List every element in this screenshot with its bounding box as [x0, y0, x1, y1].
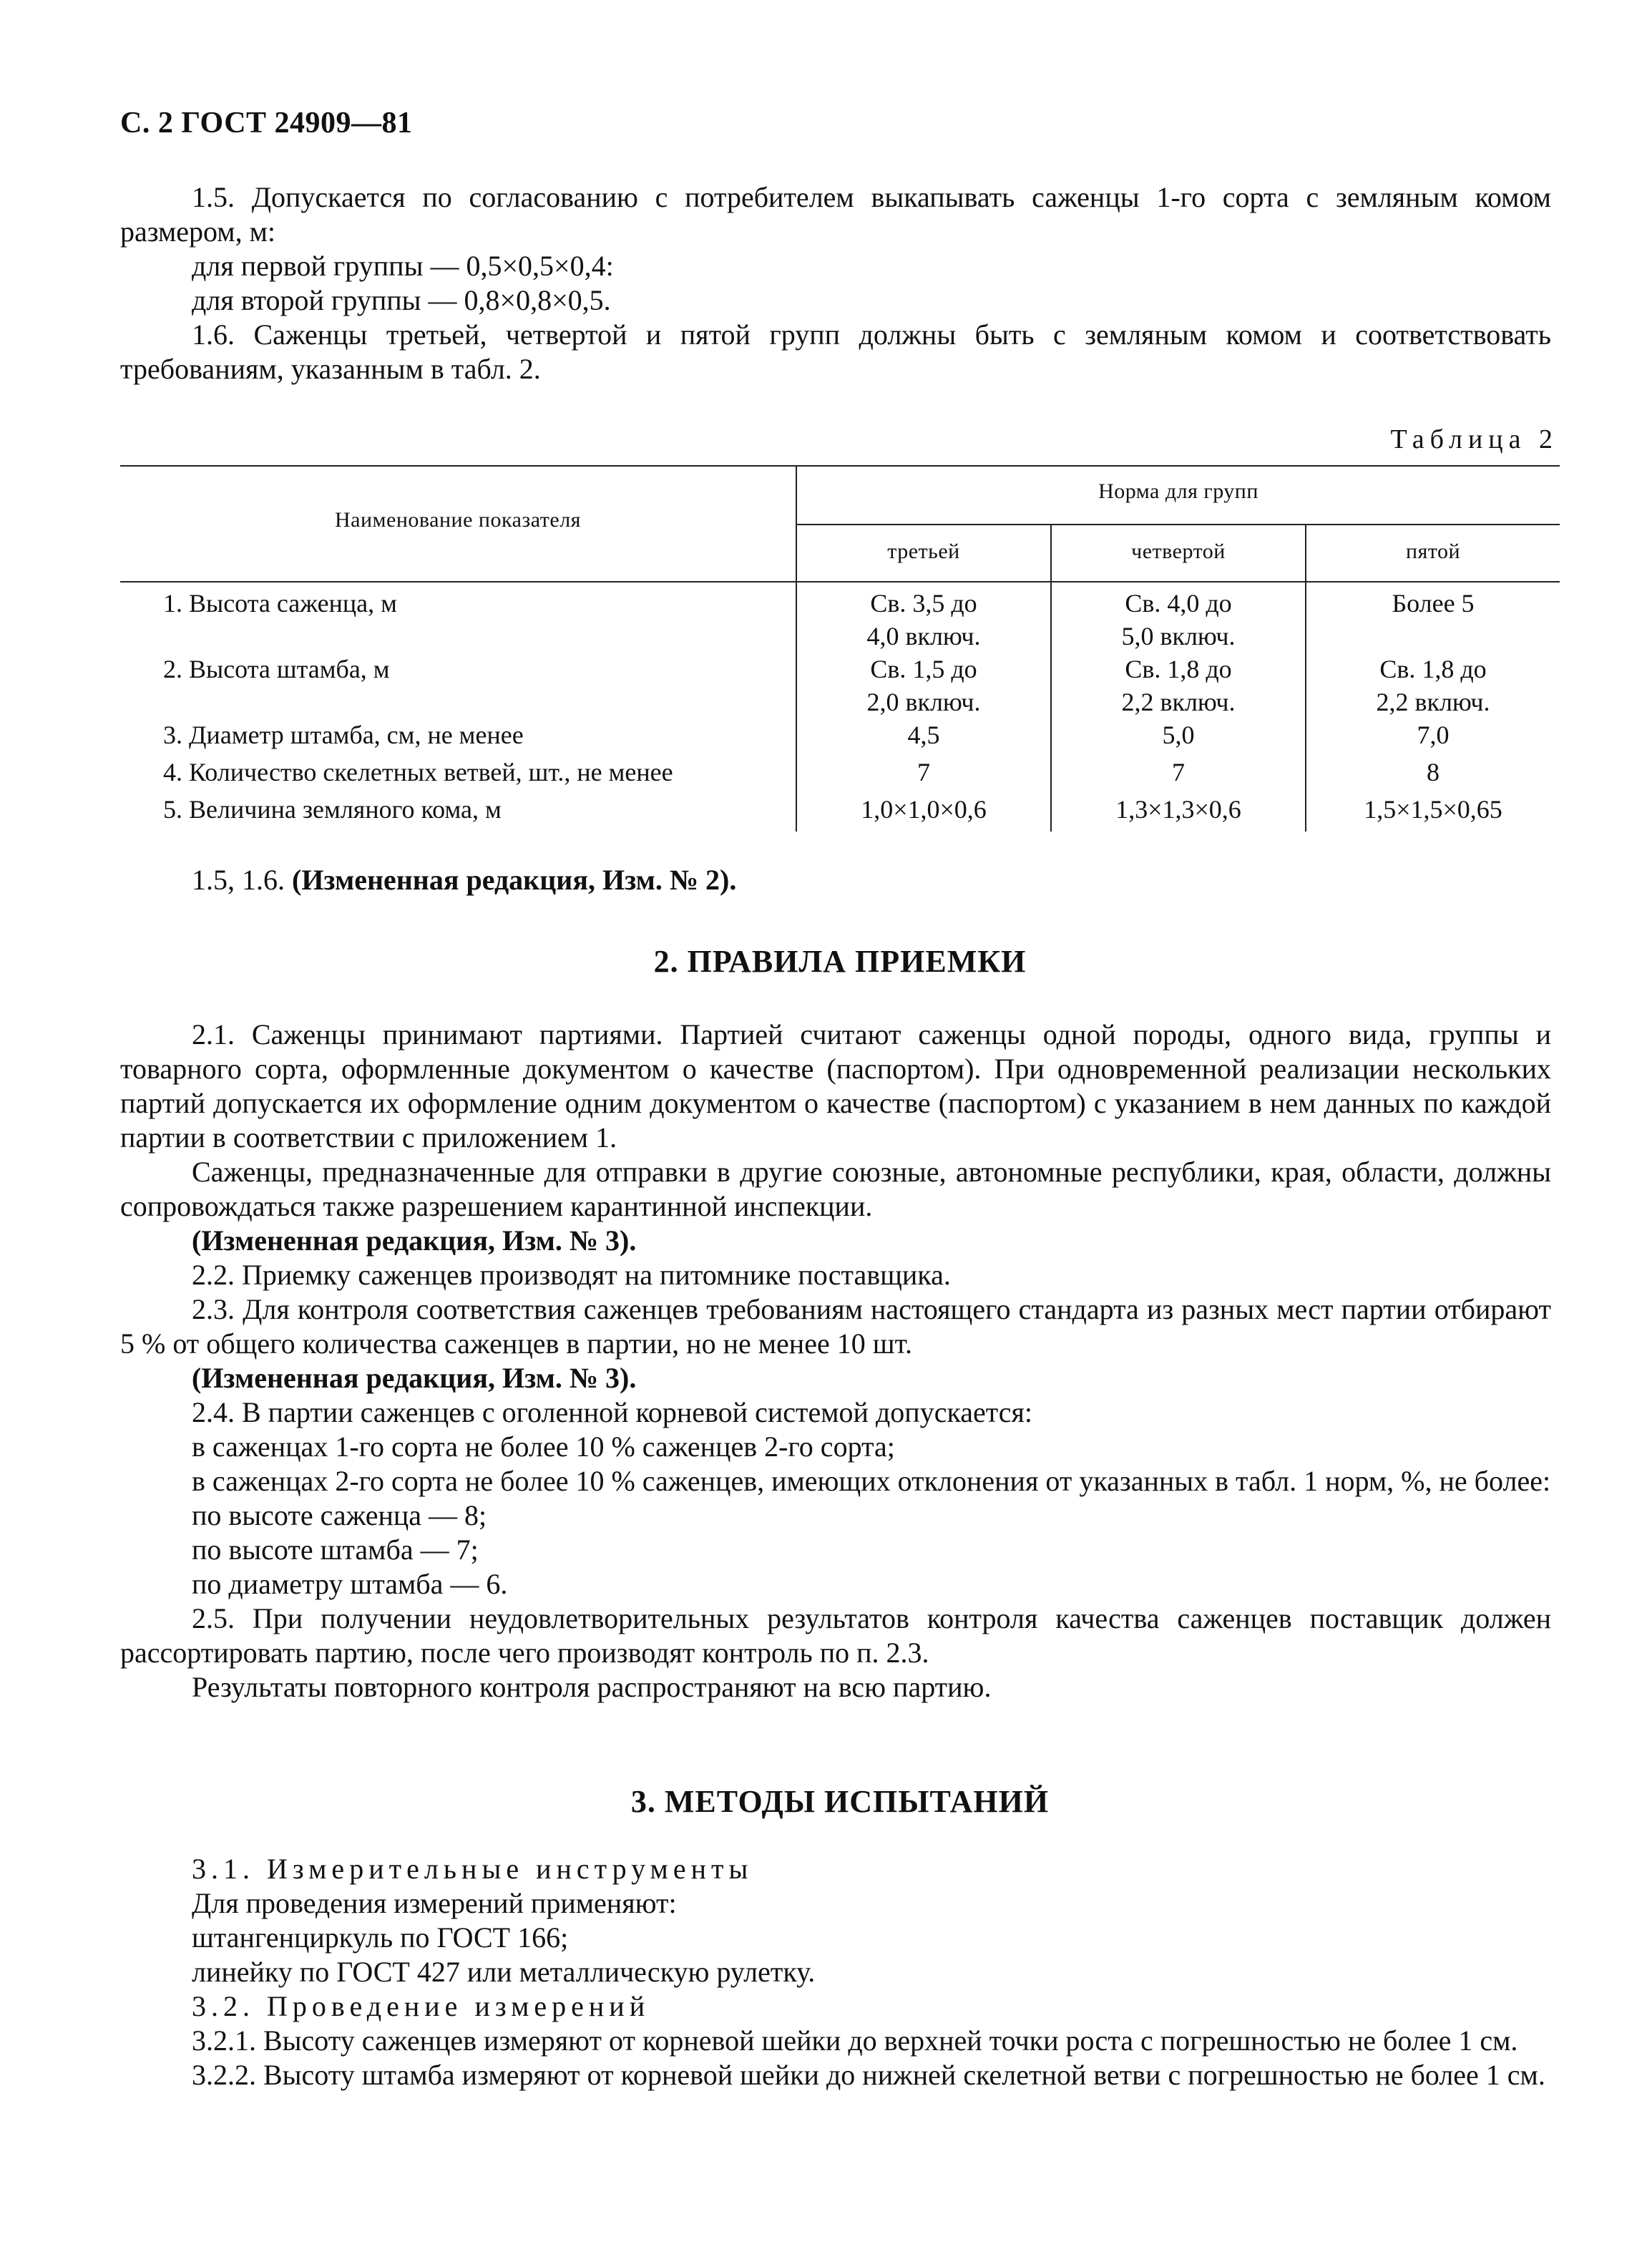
table-row-4-fourth: 7 — [1172, 758, 1185, 786]
cell-line: 2,2 включ. — [1121, 688, 1236, 716]
cell-line: Св. 1,8 до — [1379, 655, 1487, 683]
table-row-5-third: 1,0×1,0×0,6 — [861, 795, 987, 824]
paragraph-3-2: 3.2. Проведение измерений — [192, 1990, 650, 2022]
paragraph-2-4-d: по высоте штамба — 7; — [192, 1534, 479, 1566]
table-row-1-fifth — [1306, 587, 1560, 620]
amendment-note-1 — [120, 863, 1551, 897]
table-row-5-fifth: 1,5×1,5×0,65 — [1364, 795, 1502, 824]
table-2 — [120, 465, 1560, 837]
paragraph-1-5-group1: для первой группы — 0,5×0,5×0,4: — [192, 250, 614, 282]
cell-line: Св. 4,0 до — [1125, 589, 1232, 618]
table-row-4-third: 7 — [917, 758, 930, 786]
paragraph-1-5-group2: для второй группы — 0,8×0,8×0,5. — [192, 284, 611, 316]
paragraph-3-2-1: 3.2.1. Высоту саженцев измеряют от корневой шейки до верхней точки роста с погрешностью не более 1 см. — [192, 2024, 1518, 2057]
table-header-bottom-rule — [120, 581, 1560, 582]
paragraph-3-1-b: штангенциркуль по ГОСТ 166; — [192, 1921, 569, 1954]
table-subheader-rule — [796, 524, 1560, 525]
amendment-note-3: (Измененная редакция, Изм. № 3). — [192, 1362, 637, 1394]
amendment-bold: (Измененная редакция, Изм. № 2). — [292, 864, 737, 896]
cell-line: 5,0 включ. — [1121, 622, 1236, 650]
section-3-title: 3. МЕТОДЫ ИСПЫТАНИЙ — [630, 1784, 1050, 1819]
table-header-name: Наименование показателя — [335, 508, 581, 532]
table-header-norm: Норма для групп — [1098, 479, 1258, 503]
table-header-col-third: третьей — [887, 540, 960, 563]
table-caption: Таблица 2 — [1390, 424, 1558, 454]
cell-line: Св. 1,5 до — [870, 655, 977, 683]
cell-line: Св. 1,8 до — [1125, 655, 1232, 683]
table-row-2-fourth — [1052, 653, 1305, 718]
table-header-col-fifth: пятой — [1405, 540, 1461, 563]
page-header: С. 2 ГОСТ 24909—81 — [120, 107, 413, 140]
paragraph-2-1-b: Саженцы, предназначенные для отправки в другие союзные, автономные республики, края, области, должны сопровождаться также разрешением карантинной инспекции. — [120, 1156, 1551, 1222]
paragraph-2-1: 2.1. Саженцы принимают партиями. Партией считают саженцы одной породы, одного вида, группы и товарного сорта, оформленные документом о качестве (паспортом). При одновременной реализации нескольких партий допускается их оформление одним документом о качестве (паспортом) с указанием в нем данных по каждой партии в соответствии с приложением 1. — [120, 1018, 1551, 1154]
paragraph-2-4-a: в саженцах 1-го сорта не более 10 % саженцев 2-го сорта; — [192, 1430, 895, 1463]
paragraph-2-4-c: по высоте саженца — 8; — [192, 1499, 487, 1531]
paragraph-2-2: 2.2. Приемку саженцев производят на питомнике поставщика. — [192, 1259, 951, 1291]
amendment-note-2: (Измененная редакция, Изм. № 3). — [192, 1224, 637, 1257]
paragraph-3-1: 3.1. Измерительные инструменты — [192, 1853, 753, 1885]
top-paragraphs — [120, 180, 1551, 386]
paragraph-3-1-c: линейку по ГОСТ 427 или металлическую рулетку. — [192, 1956, 816, 1988]
table-header-col-fourth: четвертой — [1131, 540, 1226, 563]
table-row-1-third — [797, 587, 1050, 653]
section-2-body — [120, 1018, 1551, 1705]
paragraph-2-4-e: по диаметру штамба — 6. — [192, 1568, 508, 1600]
paragraph-1-5: 1.5. Допускается по согласованию с потребителем выкапывать саженцы 1-го сорта с земляным комом размером, м: — [120, 181, 1551, 248]
paragraph-2-5-b: Результаты повторного контроля распространяют на всю партию. — [192, 1671, 992, 1703]
paragraph-2-4: 2.4. В партии саженцев с оголенной корневой системой допускается: — [192, 1396, 1033, 1428]
paragraph-2-4-b: в саженцах 2-го сорта не более 10 % саженцев, имеющих отклонения от указанных в табл. 1 норм, %, не более: — [192, 1465, 1551, 1497]
table-row-5-fourth: 1,3×1,3×0,6 — [1115, 795, 1241, 824]
table-row-1-name: 1. Высота саженца, м — [163, 589, 397, 618]
paragraph-1-6: 1.6. Саженцы третьей, четвертой и пятой групп должны быть с земляным комом и соответствовать требованиям, указанным в табл. 2. — [120, 318, 1551, 385]
table-row-3-name: 3. Диаметр штамба, см, не менее — [163, 721, 524, 749]
section-3-body — [120, 1852, 1551, 2092]
paragraph-3-1-a: Для проведения измерений применяют: — [192, 1887, 677, 1919]
paragraph-3-2-2: 3.2.2. Высоту штамба измеряют от корневой шейки до нижней скелетной ветви с погрешностью не более 1 см. — [192, 2059, 1545, 2091]
table-row-4-name: 4. Количество скелетных ветвей, шт., не менее — [163, 758, 673, 786]
table-row-3-third: 4,5 — [907, 721, 940, 749]
cell-line: Более 5 — [1392, 589, 1475, 618]
cell-line: 4,0 включ. — [866, 622, 981, 650]
table-top-rule — [120, 465, 1560, 467]
table-row-5-name: 5. Величина земляного кома, м — [163, 795, 502, 824]
table-row-1-fourth — [1052, 587, 1305, 653]
amendment-prefix: 1.5, 1.6. — [192, 864, 292, 896]
table-row-2-name: 2. Высота штамба, м — [163, 655, 390, 683]
table-row-3-fifth: 7,0 — [1417, 721, 1450, 749]
section-2-title: 2. ПРАВИЛА ПРИЕМКИ — [653, 944, 1027, 979]
paragraph-2-3: 2.3. Для контроля соответствия саженцев требованиям настоящего стандарта из разных мест партии отбирают 5 % от общего количества саженцев в партии, но не менее 10 шт. — [120, 1293, 1551, 1360]
cell-line: 2,0 включ. — [866, 688, 981, 716]
table-row-4-fifth: 8 — [1427, 758, 1440, 786]
table-row-2-third — [797, 653, 1050, 718]
table-row-3-fourth: 5,0 — [1162, 721, 1195, 749]
table-row-2-fifth — [1306, 653, 1560, 718]
cell-line: Св. 3,5 до — [870, 589, 977, 618]
cell-line: 2,2 включ. — [1376, 688, 1490, 716]
paragraph-2-5: 2.5. При получении неудовлетворительных результатов контроля качества саженцев поставщик должен рассортировать партию, после чего производят контроль по п. 2.3. — [120, 1602, 1551, 1669]
amendment-note-line — [120, 863, 1551, 897]
